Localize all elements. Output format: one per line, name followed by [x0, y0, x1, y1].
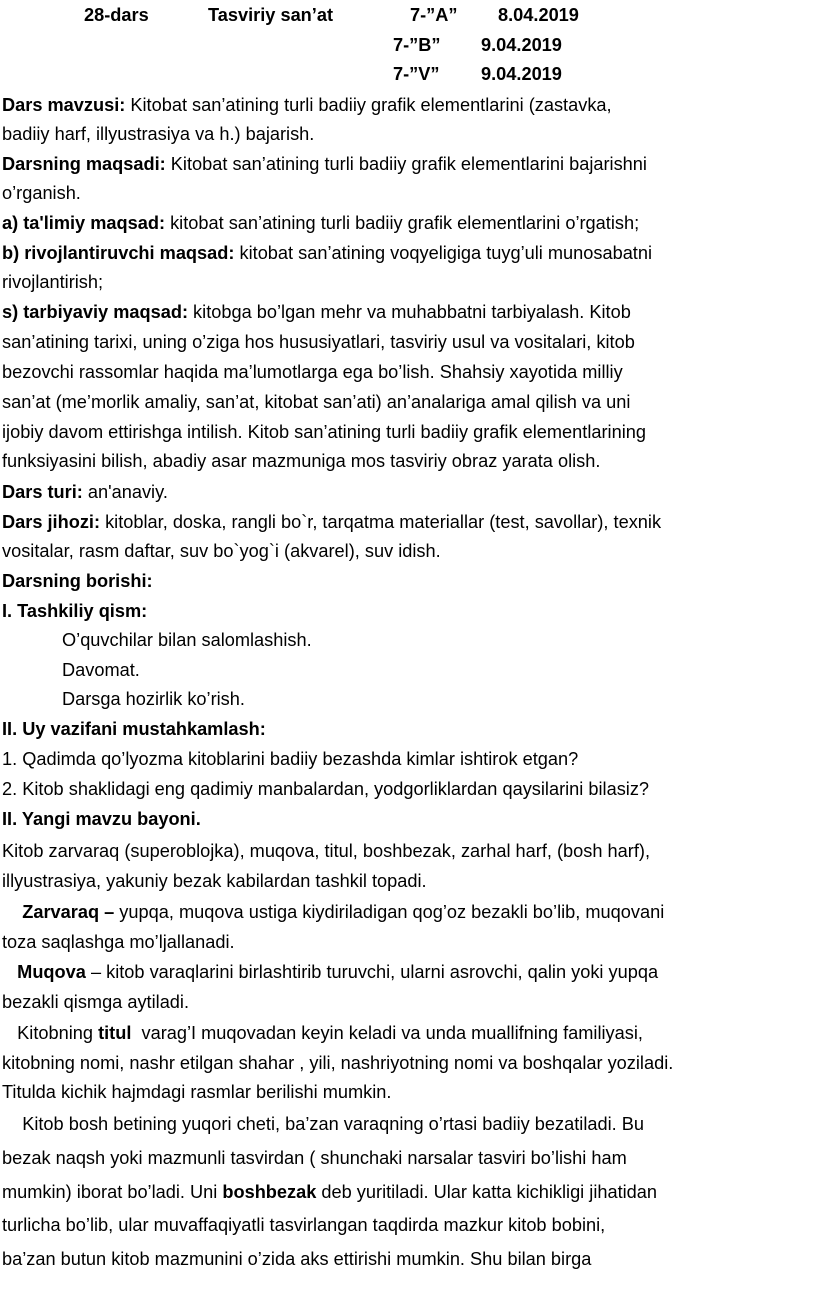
list-item: Darsga hozirlik ko’rish.: [62, 689, 245, 709]
goal-developmental: [2, 244, 652, 262]
goal-b-text: kitobat san’atining voqyeligiga tuyg’uli munosabatni: [234, 243, 653, 263]
paragraph-line: kitobning nomi, nashr etilgan shahar , yili, nashriyotning nomi va boshqalar yoziladi.: [2, 1053, 674, 1073]
class-label: 7-”A”: [410, 5, 458, 25]
goal-s-label: s) tarbiyaviy maqsad:: [2, 302, 188, 322]
term-muqova: Muqova: [17, 962, 86, 982]
class-date: 9.04.2019: [481, 64, 562, 84]
goal-s-text: funksiyasini bilish, abadiy asar mazmuniga mos tasviriy obraz yarata olish.: [2, 451, 601, 471]
goal-b-label: b) rivojlantiruvchi maqsad:: [2, 243, 235, 263]
paragraph-line: illyustrasiya, yakuniy bezak kabilardan tashkil topadi.: [2, 871, 427, 891]
paragraph-line: ba’zan butun kitob mazmunini o’zida aks ettirishi mumkin. Shu bilan birga: [2, 1249, 592, 1269]
goal-a-text: kitobat san’atining turli badiiy grafik elementlarini o’rgatish;: [165, 213, 640, 233]
lesson-equipment: [2, 513, 661, 531]
lesson-goal: [2, 155, 647, 173]
goal-s-text: san’atining tarixi, uning o’ziga hos hususiyatlari, tasviriy usul va vositalari, kitob: [2, 332, 635, 352]
new-topic-heading: II. Yangi mavzu bayoni.: [2, 809, 201, 829]
homework-question: 1. Qadimda qo’lyozma kitoblarini badiiy bezashda kimlar ishtirok etgan?: [2, 749, 579, 769]
list-item: Davomat.: [62, 660, 140, 680]
class-date: 8.04.2019: [498, 5, 579, 25]
paragraph-line: [2, 1183, 657, 1201]
goal-s-text: bezovchi rassomlar haqida ma’lumotlarga ega bo’lish. Shahsiy xayotida milliy: [2, 362, 623, 382]
subject-title: Tasviriy san’at: [208, 5, 334, 25]
class-label: 7-”B”: [393, 35, 441, 55]
paragraph-line: toza saqlashga mo’ljallanadi.: [2, 932, 235, 952]
term-titul: titul: [98, 1023, 132, 1043]
lesson-progress-heading: Darsning borishi:: [2, 571, 153, 591]
class-date: 9.04.2019: [481, 35, 562, 55]
paragraph-line: Titulda kichik hajmdagi rasmlar berilishi mumkin.: [2, 1082, 392, 1102]
paragraph-line: bezak naqsh yoki mazmunli tasvirdan ( shunchaki narsalar tasviri bo’lishi ham: [2, 1148, 627, 1168]
goal-educational: [2, 214, 639, 232]
paragraph-text: Kitobning: [2, 1023, 99, 1043]
homework-question: 2. Kitob shaklidagi eng qadimiy manbalardan, yodgorliklardan qaysilarini bilasiz?: [2, 779, 650, 799]
type-label: Dars turi:: [2, 482, 83, 502]
equipment-text: vositalar, rasm daftar, suv bo`yog`i (akvarel), suv idish.: [2, 541, 441, 561]
equipment-text: kitoblar, doska, rangli bo`r, tarqatma materiallar (test, savollar), texnik: [100, 512, 662, 532]
equipment-label: Dars jihozi:: [2, 512, 101, 532]
homework-heading: II. Uy vazifani mustahkamlash:: [2, 719, 266, 739]
topic-label: Dars mavzusi:: [2, 95, 126, 115]
lesson-topic: [2, 96, 612, 114]
paragraph-line: Kitob zarvaraq (superoblojka), muqova, titul, boshbezak, zarhal harf, (bosh harf),: [2, 841, 651, 861]
class-label: 7-”V”: [393, 64, 440, 84]
topic-text: Kitobat san’atining turli badiiy grafik elementlarini (zastavka,: [125, 95, 612, 115]
paragraph-line: turlicha bo’lib, ular muvaffaqiyatli tasvirlangan taqdirda mazkur kitob bobini,: [2, 1215, 606, 1235]
goal-text: Kitobat san’atining turli badiiy grafik elementlarini bajarishni: [165, 154, 647, 174]
goal-label: Darsning maqsadi:: [2, 154, 166, 174]
indent: [2, 962, 17, 982]
term-boshbezak: boshbezak: [222, 1182, 317, 1202]
goal-s-text: san’at (me’morlik amaliy, san’at, kitobat san’ati) an’analariga amal qilish va uni: [2, 392, 631, 412]
term-zarvaraq: Zarvaraq –: [22, 902, 115, 922]
type-text: an'anaviy.: [82, 482, 168, 502]
paragraph-line: [2, 903, 664, 921]
lesson-number: 28-dars: [84, 5, 149, 25]
lesson-type: [2, 483, 168, 501]
paragraph-line: [2, 963, 658, 981]
goal-text: o’rganish.: [2, 183, 81, 203]
paragraph-line: Kitob bosh betining yuqori cheti, ba’zan varaqning o’rtasi badiiy bezatiladi. Bu: [2, 1114, 645, 1134]
paragraph-line: bezakli qismga aytiladi.: [2, 992, 190, 1012]
paragraph-line: [2, 1024, 643, 1042]
org-section-heading: I. Tashkiliy qism:: [2, 601, 148, 621]
paragraph-text: mumkin) iborat bo’ladi. Uni: [2, 1182, 223, 1202]
goal-s-text: kitobga bo’lgan mehr va muhabbatni tarbiyalash. Kitob: [188, 302, 631, 322]
goal-b-text: rivojlantirish;: [2, 272, 104, 292]
goal-a-label: a) ta'limiy maqsad:: [2, 213, 166, 233]
paragraph-text: deb yuritiladi. Ular katta kichikligi jihatidan: [316, 1182, 658, 1202]
goal-s-text: ijobiy davom ettirishga intilish. Kitob san’atining turli badiiy grafik elementlarining: [2, 422, 646, 442]
list-item: O’quvchilar bilan salomlashish.: [62, 630, 312, 650]
paragraph-text: yupqa, muqova ustiga kiydiriladigan qog’oz bezakli bo’lib, muqovani: [114, 902, 665, 922]
paragraph-text: – kitob varaqlarini birlashtirib turuvchi, ularni asrovchi, qalin yoki yupqa: [85, 962, 659, 982]
indent: [2, 902, 22, 922]
paragraph-text: varag’I muqovadan keyin keladi va unda muallifning familiyasi,: [131, 1023, 643, 1043]
topic-text: badiiy harf, illyustrasiya va h.) bajarish.: [2, 124, 315, 144]
goal-upbringing: [2, 303, 631, 321]
